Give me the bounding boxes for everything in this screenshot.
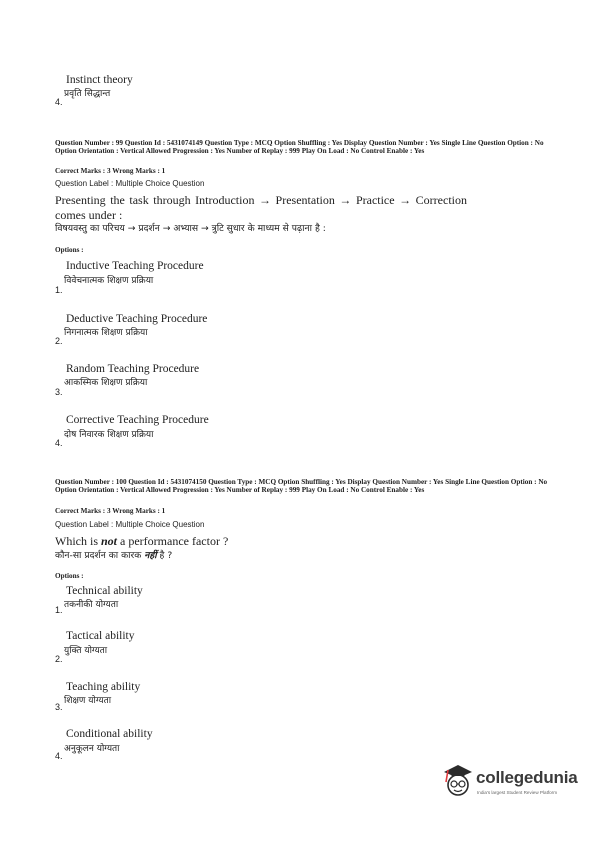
- q100-meta: Question Number : 100 Question Id : 5431074150 Question Type : MCQ Option Shuffling : Yes Display Question Number : Yes Single Line Question Option : No Option Orientation : Vertical Allowed Progression : Yes Number of Replay : 999 Play On Load : No Control Enable : Yes: [55, 478, 548, 495]
- q99-option-4-en: Corrective Teaching Procedure: [66, 414, 209, 426]
- q99-text-hi: विषयवस्तु का परिचय → प्रदर्शन → अभ्यास → त्रुटि सुधार के माध्यम से पढ़ाना है :: [55, 223, 326, 234]
- prev-option-hi: प्रवृति सिद्धान्त: [64, 89, 111, 99]
- q100-marks: Correct Marks : 3 Wrong Marks : 1: [55, 507, 166, 515]
- q99-option-1-en: Inductive Teaching Procedure: [66, 260, 204, 272]
- prev-option-en: Instinct theory: [66, 74, 133, 86]
- q100-option-1-hi: तकनीकी योग्यता: [64, 600, 119, 610]
- q99-meta: Question Number : 99 Question Id : 5431074149 Question Type : MCQ Option Shuffling : Yes Display Question Number : Yes Single Line Question Option : No Option Orientation : Vertical Allowed Progression : Yes Number of Replay : 999 Play On Load : No Control Enable : Yes: [55, 139, 544, 156]
- q100-option-2-en: Tactical ability: [66, 630, 135, 642]
- q99-option-4-hi: दोष निवारक शिक्षण प्रक्रिया: [64, 430, 154, 440]
- q99-option-4-number: 4.: [55, 438, 63, 448]
- q100-option-3-hi: शिक्षण योग्यता: [64, 696, 112, 706]
- q99-option-2-en: Deductive Teaching Procedure: [66, 313, 208, 325]
- q100-option-1-en: Technical ability: [66, 585, 143, 597]
- q99-option-2-hi: निगनात्मक शिक्षण प्रक्रिया: [64, 328, 148, 338]
- mascot-icon: [440, 762, 476, 802]
- q99-option-2-number: 2.: [55, 336, 63, 346]
- q100-label: Question Label : Multiple Choice Question: [55, 520, 205, 529]
- brand-name: collegedunia: [476, 768, 578, 787]
- q99-options-label: Options :: [55, 246, 84, 254]
- q100-emphasis-en: not: [101, 534, 118, 548]
- q100-option-3-en: Teaching ability: [66, 681, 141, 693]
- q100-option-2-hi: युक्ति योग्यता: [64, 646, 108, 656]
- q99-text-en: Presenting the task through Introduction → Presentation → Practice → Correction comes under :: [55, 193, 467, 222]
- brand-tagline: India's largest Student Review Platform: [477, 790, 558, 795]
- q99-label: Question Label : Multiple Choice Question: [55, 179, 205, 188]
- prev-option-number: 4.: [55, 97, 63, 107]
- q100-option-4-hi: अनुकूलन योग्यता: [64, 744, 120, 754]
- collegedunia-logo: [440, 762, 580, 804]
- q100-text-en: Which is not a performance factor ?: [55, 534, 229, 548]
- q99-option-3-en: Random Teaching Procedure: [66, 363, 200, 375]
- q99-option-1-number: 1.: [55, 285, 63, 295]
- q100-option-3-number: 3.: [55, 702, 63, 712]
- q100-option-2-number: 2.: [55, 654, 63, 664]
- q100-option-1-number: 1.: [55, 605, 63, 615]
- q99-marks: Correct Marks : 3 Wrong Marks : 1: [55, 167, 166, 175]
- q100-options-label: Options :: [55, 572, 84, 580]
- q100-option-4-number: 4.: [55, 751, 63, 761]
- q99-option-1-hi: विवेचनात्मक शिक्षण प्रक्रिया: [64, 276, 154, 286]
- q99-option-3-number: 3.: [55, 387, 63, 397]
- q100-emphasis-hi: नहीं: [144, 550, 157, 561]
- q100-option-4-en: Conditional ability: [66, 728, 153, 740]
- q100-text-hi: कौन-सा प्रदर्शन का कारक नहीं है ?: [55, 550, 173, 561]
- q99-option-3-hi: आकस्मिक शिक्षण प्रक्रिया: [64, 378, 148, 388]
